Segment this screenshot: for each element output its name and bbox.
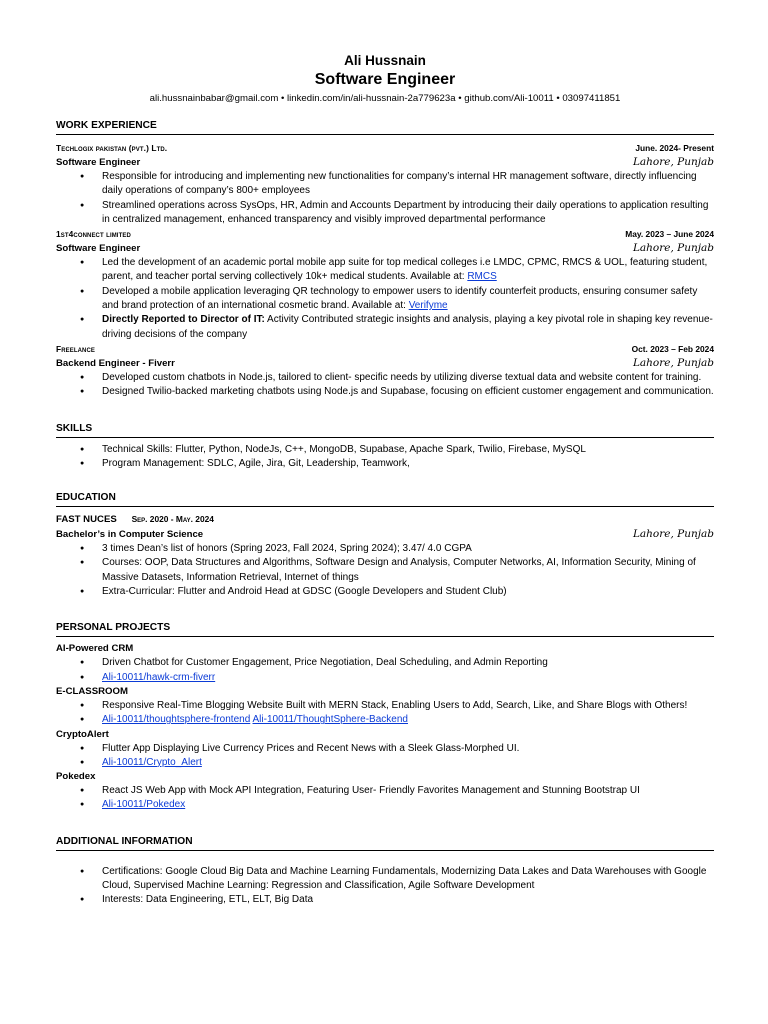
- bullet-text: Activity Contributed strategic insights and analysis, playing a key pivotal role in shaping key revenue-driving decisions of the company: [102, 314, 713, 340]
- list-item: [56, 285, 714, 314]
- project-link[interactable]: Ali-10011/Pokedex: [102, 799, 186, 811]
- list-item: [56, 671, 714, 685]
- job-bullets: [56, 371, 714, 400]
- job-freelance: [56, 342, 714, 400]
- work-experience-heading: WORK EXPERIENCE: [56, 119, 714, 135]
- list-item: ● Designed Twilio-backed marketing chatbots using Node.js and Supabase, focusing on efficient customer engagement and communication.: [56, 385, 714, 399]
- company-name: 1st4connect limited: [56, 229, 131, 240]
- project-title: AI-Powered CRM: [56, 643, 134, 655]
- additional-info-heading: ADDITIONAL INFORMATION: [56, 835, 714, 851]
- project-pokedex: [56, 770, 714, 813]
- education-degree-row: [56, 527, 714, 542]
- list-item: ● Driven Chatbot for Customer Engagement, Price Negotiation, Deal Scheduling, and Admin Reporting: [56, 656, 714, 670]
- projects-heading: PERSONAL PROJECTS: [56, 621, 714, 637]
- job-dates: Oct. 2023 – Feb 2024: [631, 343, 714, 354]
- list-item: ● Extra-Curricular: Flutter and Android Head at GDSC (Google Developers and Student Club): [56, 585, 714, 599]
- bullet-bold-lead: Directly Reported to Director of IT:: [102, 314, 265, 326]
- skills-list: [56, 443, 714, 472]
- rmcs-link[interactable]: RMCS: [467, 271, 497, 283]
- company-name: Freelance: [56, 343, 96, 354]
- list-item: ● React JS Web App with Mock API Integration, Featuring User- Friendly Favorites Management and Stunning Bootstrap UI: [56, 784, 714, 798]
- list-item: ● Program Management: SDLC, Agile, Jira, Git, Leadership, Teamwork,: [56, 457, 714, 471]
- job-location: Lahore, Punjab: [632, 242, 714, 255]
- job-dates: May. 2023 – June 2024: [625, 229, 714, 240]
- bullet-text: Developed a mobile application leveraging QR technology to empower users to identify counterfeit products, ensuring consumer safety and brand protection of an international cosmetic brand. Available at:: [102, 285, 698, 312]
- job-bullets: [56, 256, 714, 342]
- list-item: [56, 256, 714, 285]
- degree: Bachelor’s in Computer Science: [56, 529, 204, 541]
- project-link[interactable]: Ali-10011/Crypto_Alert: [102, 756, 202, 768]
- list-item: [56, 798, 714, 812]
- bullet-text: Led the development of an academic portal mobile app suite for top medical colleges i.e LMDC, CPMC, RMCS & UOL, featuring student, parent, and teacher portal serving collectively 10k+ medical students. Available at:: [102, 257, 708, 283]
- job-role: Software Engineer: [56, 243, 141, 255]
- education-dates: Sep. 2020 - May. 2024: [131, 514, 214, 525]
- list-item: ● Responsible for introducing and implementing new functionalities for company’s internal HR management software, directly influencing daily operations of company’s 800+ employees: [56, 170, 714, 199]
- job-dates: June. 2024- Present: [635, 143, 714, 153]
- project-title: Pokedex: [56, 771, 96, 783]
- job-techlogix: [56, 141, 714, 227]
- candidate-title: Software Engineer: [314, 71, 456, 88]
- resume-page: [56, 52, 714, 908]
- job-role: Backend Engineer - Fiverr: [56, 357, 175, 369]
- job-location: Lahore, Punjab: [632, 356, 714, 369]
- contact-line: ali.hussnainbabar@gmail.com • linkedin.com/in/ali-hussnain-2a779623a • github.com/Ali-10011 • 03097411851: [149, 93, 621, 104]
- list-item: [56, 756, 714, 770]
- job-bullets: [56, 170, 714, 227]
- verifyme-link[interactable]: Verifyme: [408, 300, 448, 312]
- list-item: ● Flutter App Displaying Live Currency Prices and Recent News with a Sleek Glass-Morphed UI.: [56, 742, 714, 756]
- education-location: Lahore, Punjab: [632, 528, 714, 541]
- list-item: ● Interests: Data Engineering, ETL, ELT, Big Data: [56, 893, 714, 907]
- project-crm: [56, 642, 714, 685]
- list-item: ● Responsive Real-Time Blogging Website Built with MERN Stack, Enabling Users to Add, Search, Like, and Share Blogs with Others!: [56, 699, 714, 713]
- list-item: ● Technical Skills: Flutter, Python, NodeJs, C++, MongoDB, Supabase, Apache Spark, Twilio, Firebase, MySQL: [56, 443, 714, 457]
- project-title: CryptoAlert: [56, 728, 109, 740]
- project-link[interactable]: Ali-10011/hawk-crm-fiverr: [102, 671, 216, 683]
- list-item: [56, 313, 714, 342]
- list-item: ● Courses: OOP, Data Structures and Algorithms, Software Design and Analysis, Computer Networks, AI, Information Security, Mining of Massive Datasets, Information Retrieval, Internet of things: [56, 556, 714, 585]
- list-item: ● Streamlined operations across SysOps, HR, Admin and Accounts Department by introducing their daily operations to application resulting in centralized management, enhanced transparency and visibly improved departmental performance: [56, 199, 714, 228]
- job-role: Software Engineer: [56, 157, 141, 168]
- project-title: E-CLASSROOM: [56, 685, 128, 697]
- company-name: Techlogix pakistan (pvt.) Ltd.: [56, 143, 168, 153]
- project-link[interactable]: Ali-10011/thoughtsphere-frontend: [102, 714, 251, 726]
- education-heading: EDUCATION: [56, 491, 714, 507]
- list-item: ● 3 times Dean’s list of honors (Spring 2023, Fall 2024, Spring 2024); 3.47/ 4.0 CGPA: [56, 542, 714, 556]
- list-item: [56, 713, 714, 727]
- list-item: ● Certifications: Google Cloud Big Data and Machine Learning Fundamentals, Modernizing Data Lakes and Data Warehouses with Google Cloud, Supervised Machine Learning: Regression and Classification, Agile Software Development: [56, 865, 714, 894]
- education-school-row: [56, 512, 714, 527]
- list-item: ● Developed custom chatbots in Node.js, tailored to client- specific needs by utilizing diverse textual data and website content for training.: [56, 371, 714, 385]
- project-eclassroom: [56, 685, 714, 728]
- additional-list: [56, 865, 714, 908]
- job-1st4connect: [56, 227, 714, 342]
- job-location: Lahore, Punjab: [632, 156, 714, 168]
- education-list: [56, 542, 714, 599]
- candidate-name: Ali Hussnain: [344, 53, 426, 68]
- school-name: FAST NUCES: [56, 514, 117, 526]
- project-cryptoalert: [56, 728, 714, 771]
- skills-heading: SKILLS: [56, 422, 714, 438]
- project-link[interactable]: Ali-10011/ThoughtSphere-Backend: [252, 714, 408, 726]
